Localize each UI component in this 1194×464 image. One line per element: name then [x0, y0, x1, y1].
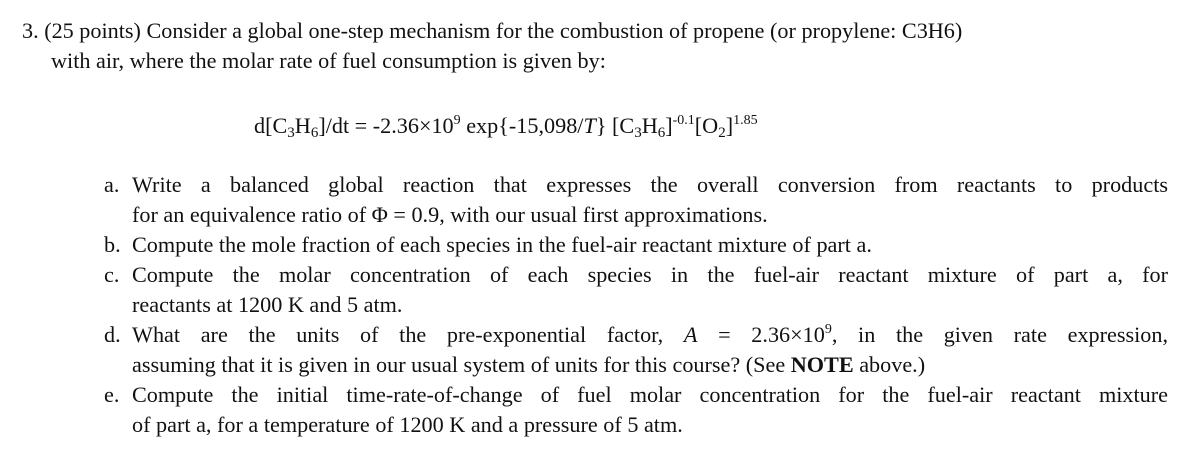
problem-line-1: [22, 16, 1172, 46]
eq-exponent: 1.85: [733, 113, 758, 128]
part-d-text: What are the units of the pre-exponential factor,: [132, 322, 664, 347]
eq-text: } [C: [595, 113, 635, 138]
part-text: [132, 230, 1168, 260]
part-d-text: , in the given rate expression,: [831, 322, 1169, 347]
eq-exponent: -0.1: [672, 113, 695, 128]
part-text: [132, 170, 1168, 230]
part-letter: d.: [104, 322, 121, 347]
problem-intro-text: (25 points) Consider a global one-step mechanism for the combustion of propene (or propylene: C3H6): [44, 18, 963, 43]
eq-subscript: 3: [287, 125, 295, 141]
part-letter: a.: [104, 172, 120, 197]
problem-parts-list: [104, 170, 1168, 440]
part-e: [104, 380, 1168, 440]
part-letter: e.: [104, 382, 120, 407]
part-e-line-1: Compute the initial time-rate-of-change of fuel molar concentration for the fuel-air reactant mixture: [132, 382, 1168, 407]
eq-text: H: [641, 113, 658, 138]
eq-subscript: 2: [718, 125, 726, 141]
problem-statement: [22, 16, 1172, 76]
part-a-line-2: for an equivalence ratio of Φ = 0.9, with our usual first approximations.: [132, 202, 768, 227]
part-c: [104, 260, 1168, 320]
part-d-text: = 2.36×10: [718, 322, 825, 347]
note-emphasis: NOTE: [790, 352, 854, 377]
eq-text: d[C: [254, 113, 288, 138]
part-a-line-1: Write a balanced global reaction that expresses the overall conversion from reactants to products: [132, 172, 1168, 197]
problem-number: 3.: [22, 18, 39, 43]
part-text: [132, 380, 1168, 440]
part-text: [132, 320, 1168, 380]
eq-text: exp{-15,098/: [460, 113, 584, 138]
eq-text: ]: [665, 113, 673, 138]
pre-exponential-symbol: A: [683, 322, 698, 347]
part-d-text: above.): [853, 352, 926, 377]
part-d-line-2: [132, 350, 1168, 380]
part-d: [104, 320, 1168, 380]
eq-exponent: 9: [453, 113, 461, 128]
part-d-text: assuming that it is given in our usual system of units for this course? (See: [132, 352, 791, 377]
part-c-line-2: reactants at 1200 K and 5 atm.: [132, 292, 403, 317]
part-e-line-2: of part a, for a temperature of 1200 K and a pressure of 5 atm.: [132, 412, 683, 437]
eq-temperature-symbol: T: [583, 113, 596, 138]
part-text: [132, 260, 1168, 320]
problem-line-2: with air, where the molar rate of fuel consumption is given by:: [51, 48, 606, 73]
part-letter: c.: [104, 262, 120, 287]
part-b-line-1: Compute the mole fraction of each species in the fuel-air reactant mixture of part a.: [132, 232, 872, 257]
eq-subscript: 6: [310, 125, 319, 141]
part-a: [104, 170, 1168, 230]
part-d-exponent: 9: [824, 322, 832, 337]
rate-equation: [254, 111, 758, 141]
part-d-line-1: [132, 320, 1168, 350]
part-letter: b.: [104, 232, 121, 257]
eq-text: [O: [694, 113, 719, 138]
part-c-line-1: Compute the molar concentration of each species in the fuel-air reactant mixture of part a, for: [132, 262, 1168, 287]
eq-subscript: 6: [657, 125, 666, 141]
eq-text: ]: [725, 113, 734, 138]
eq-subscript: 3: [634, 125, 642, 141]
part-b: [104, 230, 1168, 260]
eq-text: ]/dt = -2.36×10: [318, 113, 454, 138]
eq-text: H: [294, 113, 311, 138]
